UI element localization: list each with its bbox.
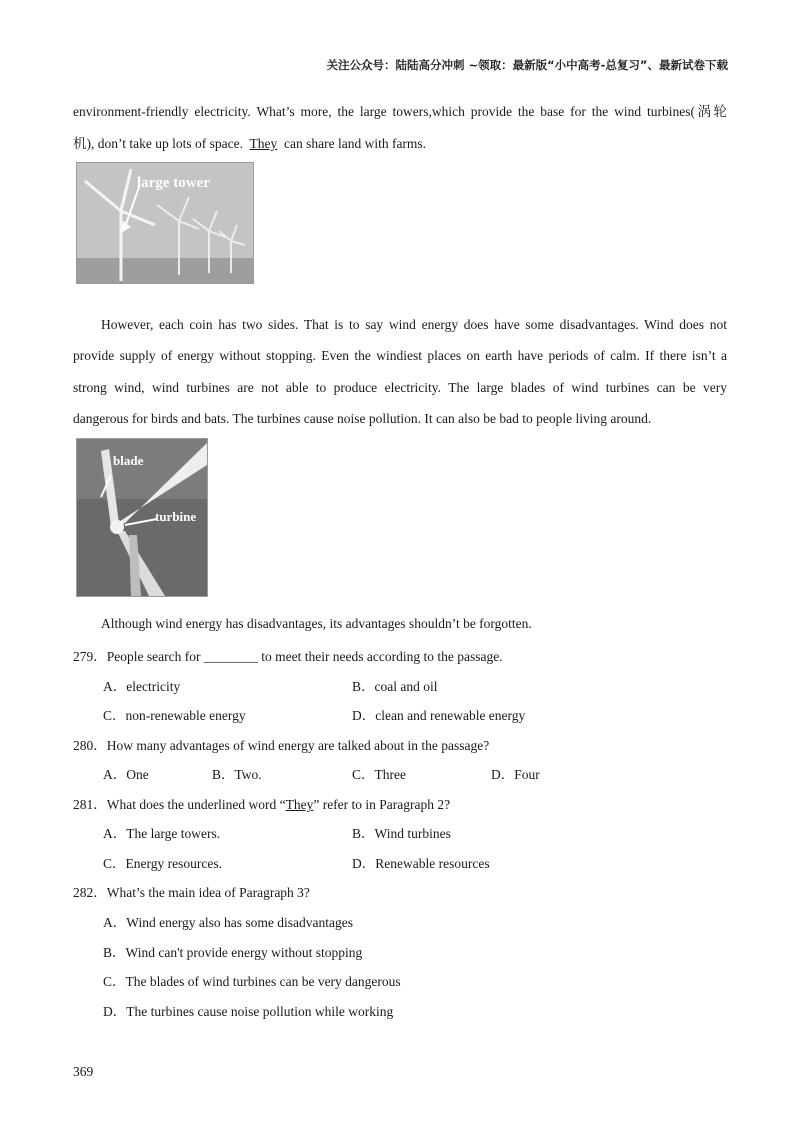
page-header: 关注公众号：陆陆高分冲刺 ~领取：最新版“小中高考-总复习”、最新试卷下载 bbox=[326, 58, 728, 72]
question-280-option-a: A．One bbox=[103, 767, 149, 782]
question-282-option-d: D．The turbines cause noise pollution while working bbox=[103, 1004, 394, 1019]
paragraph-1-line-2-text: 机), don’t take up lots of space. bbox=[73, 136, 243, 151]
question-279-option-b: B．coal and oil bbox=[352, 679, 438, 694]
paragraph-2-line-1: However, each coin has two sides. That is to say wind energy does have some disadvantages. Wind does not bbox=[101, 317, 727, 332]
question-280-option-b: B．Two. bbox=[212, 767, 262, 782]
question-279-stem: 279．People search for ________ to meet their needs according to the passage. bbox=[73, 649, 503, 664]
question-280-option-c: C．Three bbox=[352, 767, 406, 782]
blade-turbine-figure bbox=[76, 438, 208, 597]
question-280-stem: 280．How many advantages of wind energy are talked about in the passage? bbox=[73, 738, 490, 753]
paragraph-1-line-1: environment-friendly electricity. What’s more, the large towers,which provide the base for the wind turbines(涡轮 bbox=[73, 104, 727, 119]
paragraph-1-line-2 bbox=[73, 132, 426, 152]
large-tower-figure bbox=[76, 162, 254, 284]
question-282-option-c: C．The blades of wind turbines can be very dangerous bbox=[103, 974, 401, 989]
question-282-option-a: A．Wind energy also has some disadvantages bbox=[103, 915, 354, 930]
question-280-option-d: D．Four bbox=[491, 767, 540, 782]
large-tower-label: large tower bbox=[137, 175, 210, 191]
paragraph-2-line-2: provide supply of energy without stopping. Even the windiest places on earth have periods of calm. If there isn’t a bbox=[73, 348, 727, 363]
question-279-option-c: C．non-renewable energy bbox=[103, 708, 246, 723]
underlined-word-they: They bbox=[249, 136, 278, 151]
question-282-stem: 282．What’s the main idea of Paragraph 3? bbox=[73, 885, 310, 900]
question-281-option-a: A．The large towers. bbox=[103, 826, 221, 841]
question-281-option-c: C．Energy resources. bbox=[103, 856, 222, 871]
turbine-label: turbine bbox=[155, 509, 197, 524]
question-279-option-a: A．electricity bbox=[103, 679, 181, 694]
paragraph-2-line-3: strong wind, wind turbines are not able to produce electricity. The large blades of wind turbines can be very bbox=[73, 380, 727, 395]
paragraph-1-line-2-end: can share land with farms. bbox=[283, 136, 427, 151]
paragraph-3: Although wind energy has disadvantages, its advantages shouldn’t be forgotten. bbox=[101, 616, 532, 631]
question-281-underlined-word: They bbox=[285, 797, 314, 812]
question-282-option-b: B．Wind can't provide energy without stopping bbox=[103, 945, 363, 960]
question-281-stem-start: 281．What does the underlined word “ bbox=[73, 797, 286, 812]
blade-label: blade bbox=[113, 453, 144, 468]
question-279-option-d: D．clean and renewable energy bbox=[352, 708, 526, 723]
question-281-option-b: B．Wind turbines bbox=[352, 826, 451, 841]
question-281-stem bbox=[73, 793, 450, 813]
page-number: 369 bbox=[73, 1064, 94, 1079]
paragraph-2-line-4: dangerous for birds and bats. The turbines cause noise pollution. It can also be bad to people living around. bbox=[73, 411, 652, 426]
question-281-option-d: D．Renewable resources bbox=[352, 856, 490, 871]
question-281-stem-end: ” refer to in Paragraph 2? bbox=[313, 797, 451, 812]
